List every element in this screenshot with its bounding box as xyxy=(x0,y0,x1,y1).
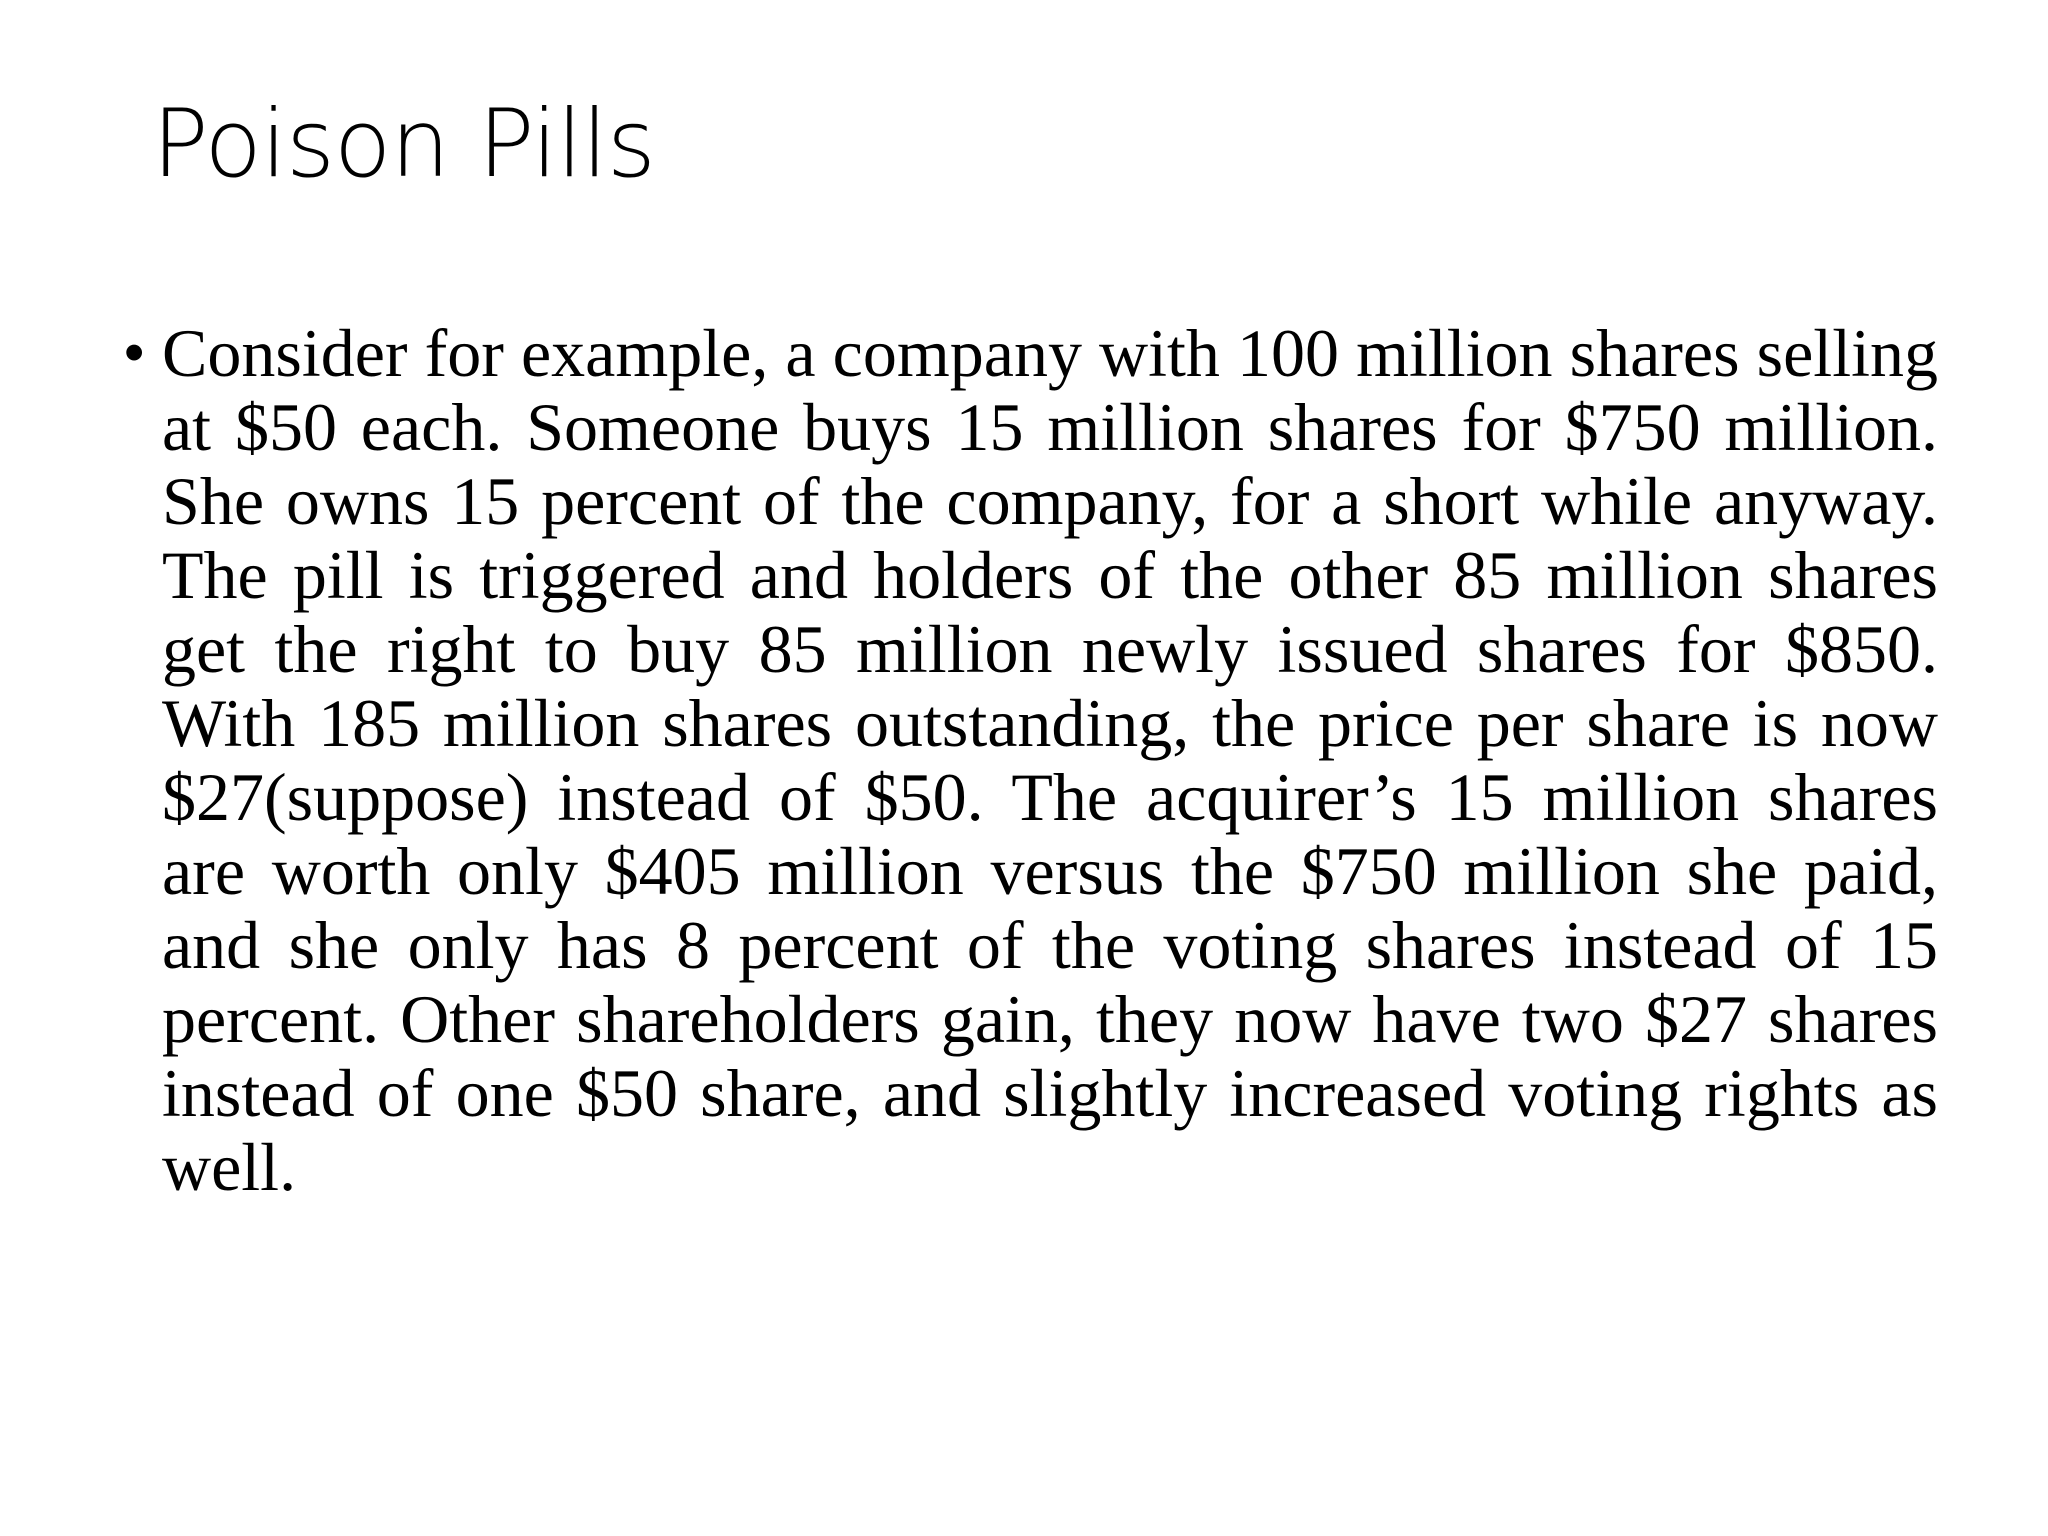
bullet-text: Consider for example, a company with 100 million shares selling at $50 each. Someone buys 15 million shares for $750 million. She owns 15 percent of the company, for a short while anyway. The pill is triggered and holders of the other 85 million shares get the right to buy 85 million newly issued shares for $850. With 185 million shares outstanding, the price per share is now $27(suppose) instead of $50. The acquirer’s 15 million shares are worth only $405 million versus the $750 million she paid, and she only has 8 percent of the voting shares instead of 15 percent. Other shareholders gain, they now have two $27 shares instead of one $50 share, and slightly increased voting rights as well. xyxy=(162,315,1938,1205)
bullet-list xyxy=(118,316,1938,1204)
bullet-marker: • xyxy=(124,320,145,385)
slide-title: Poison Pills xyxy=(152,90,655,199)
bullet-item xyxy=(118,316,1938,1204)
